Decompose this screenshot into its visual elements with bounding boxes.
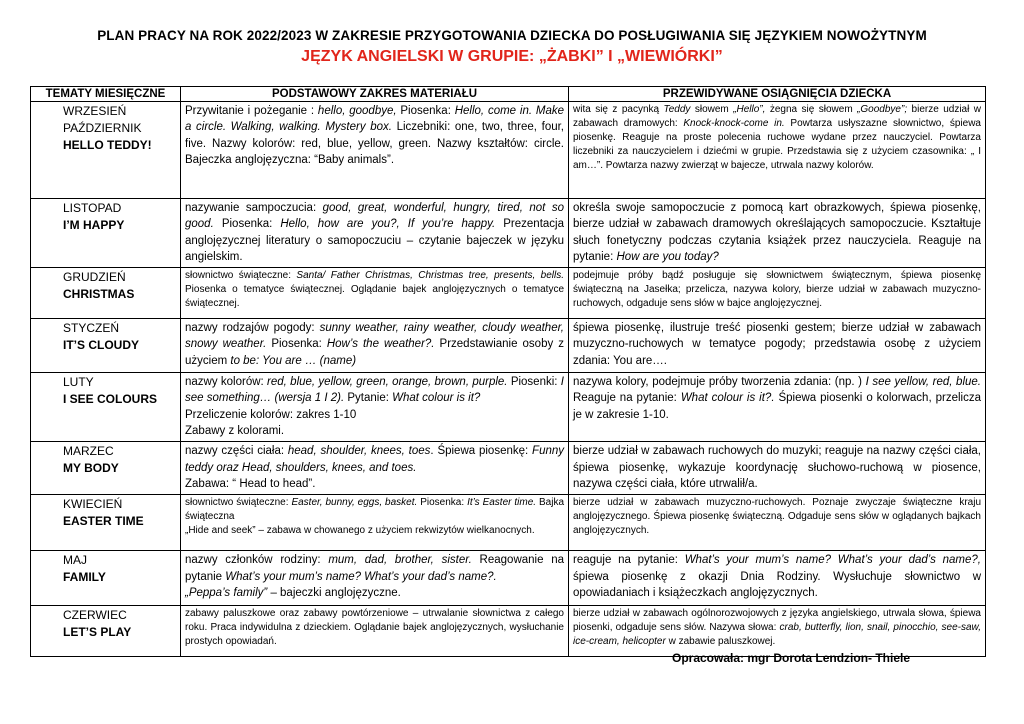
month-name: GRUDZIEŃ xyxy=(63,270,126,285)
achievements-cell: reaguje na pytanie: What’s your mum’s name? What’s your dad’s name?, śpiewa piosenkę z okazji Dnia Rodziny. Wysłuchuje słownictwo w opowiadaniach i książeczkach anglojęzycznych. xyxy=(569,551,986,606)
achievements-cell: podejmuje próby bądź posługuje się słownictwem świątecznym, śpiewa piosenkę świąteczną na Jasełka; przelicza, nazywa kolory, bierze udział w zabawach muzyczno-ruchowych, odgaduje sens słów w bajce anglojęzycznej. xyxy=(569,268,986,319)
monthly-topic: FAMILY xyxy=(63,570,106,585)
month-topic-cell xyxy=(31,551,181,606)
month-name: MAJ xyxy=(63,553,87,568)
table-row xyxy=(31,319,986,373)
table-row xyxy=(31,268,986,319)
material-cell: nazywanie sampoczucia: good, great, wonderful, hungry, tired, not so good. Piosenka: Hello, how are you?, If you’re happy. Prezentacja anglojęzycznej literatury o samopoczuciu – czytanie bajeczek w języku angielskim. xyxy=(181,199,569,268)
header-material: PODSTAWOWY ZAKRES MATERIAŁU xyxy=(181,87,569,102)
month-name: CZERWIEC xyxy=(63,608,127,623)
achievements-cell: nazywa kolory, podejmuje próby tworzenia zdania: (np. ) I see yellow, red, blue. Reaguje na pytanie: What colour is it?. Śpiewa piosenki o kolorwach, przelicza je w zakresie 1-10. xyxy=(569,373,986,442)
month-name: LUTY xyxy=(63,375,94,390)
material-cell: nazwy kolorów: red, blue, yellow, green, orange, brown, purple. Piosenki: I see something… (wersja 1 I 2). Pytanie: What colour is it? Przeliczenie kolorów: zakres 1-10 Zabawy z kolorami. xyxy=(181,373,569,442)
table-body xyxy=(31,102,986,657)
month-topic-cell xyxy=(31,606,181,657)
achievements-cell: wita się z pacynką Teddy słowem „Hello”, żegna się słowem „Goodbye”; bierze udział w zabawach dramowych: Knock-knock-come in. Powtarza usłyszazne słownictwo, śpiewa piosenkę. Reaguje na proste polecenia ruchowe wydane przez nauczyciel. Powtarza liczebniki za nauczycielem i dziećmi w grupie. Przedstawia się z użyciem czasownika: „ I am…”. Powtarza nazwy zwierząt w bajecze, utrwala nazwy kolorów. xyxy=(569,102,986,199)
monthly-topic: IT’S CLOUDY xyxy=(63,338,140,353)
monthly-topic: EASTER TIME xyxy=(63,514,144,529)
table-row xyxy=(31,199,986,268)
month-name: LISTOPAD xyxy=(63,201,122,215)
month-topic-cell xyxy=(31,199,181,268)
monthly-topic: I SEE COLOURS xyxy=(63,392,158,407)
author-signature: Opracowała: mgr Dorota Lendzion- Thiele xyxy=(672,651,911,665)
achievements-cell: bierze udział w zabawach muzyczno-ruchowych. Poznaje zwyczaje świąteczne kraju anglojęzycznego. Śpiewa piosenkę świąteczną. Odgaduje sens słów w oglądanych bajkach anglojęzycznych. xyxy=(569,495,986,551)
monthly-topic: CHRISTMAS xyxy=(63,287,135,302)
material-cell: słownictwo świąteczne: Santa/ Father Christmas, Christmas tree, presents, bells. Piosenka o tematyce świątecznej. Oglądanie bajek anglojęzycznych o tematyce świątecznej. xyxy=(181,268,569,319)
month-name: STYCZEŃ xyxy=(63,321,120,336)
monthly-topic: LET’S PLAY xyxy=(63,625,132,640)
table-row xyxy=(31,495,986,551)
table-row xyxy=(31,551,986,606)
table-row xyxy=(31,442,986,495)
month-name: WRZESIEŃ xyxy=(63,104,127,118)
monthly-topic: MY BODY xyxy=(63,461,119,476)
month-topic-cell xyxy=(31,442,181,495)
achievements-cell: śpiewa piosenkę, ilustruje treść piosenki gestem; bierze udział w zabawach muzyczno-ruchowych w tematyce pogody; przedstawia osobę z użyciem zdania: You are…. xyxy=(569,319,986,373)
table-header-row xyxy=(31,87,986,102)
header-topics: TEMATY MIESIĘCZNE xyxy=(31,87,181,102)
plan-table xyxy=(30,86,986,657)
table-row xyxy=(31,373,986,442)
header-achievements: PRZEWIDYWANE OSIĄGNIĘCIA DZIECKA xyxy=(569,87,986,102)
material-cell: nazwy członków rodziny: mum, dad, brother, sister. Reagowanie na pytanie What’s your mum’s name? What’s your dad’s name?. „Peppa’s family” – bajeczki anglojęzyczne. xyxy=(181,551,569,606)
month-name: MARZEC xyxy=(63,444,114,459)
month-topic-cell xyxy=(31,495,181,551)
achievements-cell: bierze udział w zabawach ogólnorozwojowych z języka angielskiego, utrwala słowa, śpiewa piosenki, odgaduje sens słów. Nazywa słowa: crab, butterfly, lion, snail, pinocchio, see-saw, ice-cream, helicopter w zabawie paluszkowej. xyxy=(569,606,986,657)
document-title: PLAN PRACY NA ROK 2022/2023 W ZAKRESIE PRZYGOTOWANIA DZIECKA DO POSŁUGIWANIA SIĘ JĘZYKIEM NOWOŻYTNYM xyxy=(97,28,927,43)
material-cell: nazwy części ciała: head, shoulder, knees, toes. Śpiewa piosenkę: Funny teddy oraz Head, shoulders, knees, and toes. Zabawa: “ Head to head”. xyxy=(181,442,569,495)
material-cell: zabawy paluszkowe oraz zabawy powtórzeniowe – utrwalanie słownictwa z całego roku. Praca indywidulna z dzieckiem. Oglądanie bajek anglojęzycznych, wysłuchanie prostych opowiadań. xyxy=(181,606,569,657)
table-row xyxy=(31,102,986,199)
month-topic-cell xyxy=(31,319,181,373)
document-subtitle: JĘZYK ANGIELSKI W GRUPIE: „ŻABKI” I „WIEWIÓRKI” xyxy=(301,48,723,65)
material-cell: nazwy rodzajów pogody: sunny weather, rainy weather, cloudy weather, snowy weather. Piosenka: How’s the weather?. Przedstawianie osoby z użyciem to be: You are … (name) xyxy=(181,319,569,373)
month-name: PAŹDZIERNIK xyxy=(63,121,142,135)
material-cell: słownictwo świąteczne: Easter, bunny, eggs, basket. Piosenka: It’s Easter time. Bajka świąteczna „Hide and seek” – zabawa w chowanego z użyciem rekwizytów wielkanocnych. xyxy=(181,495,569,551)
achievements-cell: bierze udział w zabawach ruchowych do muzyki; reaguje na nazwy części ciała, śpiewa piosenkę, wykazuje koordynację słuchowo-ruchową w piosence, nazywa części ciała, które utrwalił/a. xyxy=(569,442,986,495)
achievements-cell: określa swoje samopoczucie z pomocą kart obrazkowych, śpiewa piosenkę, bierze udział w zabawach dramowych określających samopoczucie. Kształtuje słuch fonetyczny podczas czytania książek przez nauczyciela. Reaguje na pytanie: How are you today? xyxy=(569,199,986,268)
month-topic-cell xyxy=(31,268,181,319)
table-row xyxy=(31,606,986,657)
month-topic-cell xyxy=(31,102,181,199)
material-cell: Przywitanie i pożeganie : hello, goodbye, Piosenka: Hello, come in. Make a circle. Walking, walking. Mystery box. Liczebniki: one, two, three, four, five. Nazwy kolorów: red, blue, yellow, green. Nazwy kształtów: circle. Bajeczka anglojęzyczna: “Baby animals”. xyxy=(181,102,569,199)
month-name: KWIECIEŃ xyxy=(63,497,123,512)
monthly-topic: HELLO TEDDY! xyxy=(63,138,152,152)
month-topic-cell xyxy=(31,373,181,442)
monthly-topic: I’M HAPPY xyxy=(63,218,125,232)
